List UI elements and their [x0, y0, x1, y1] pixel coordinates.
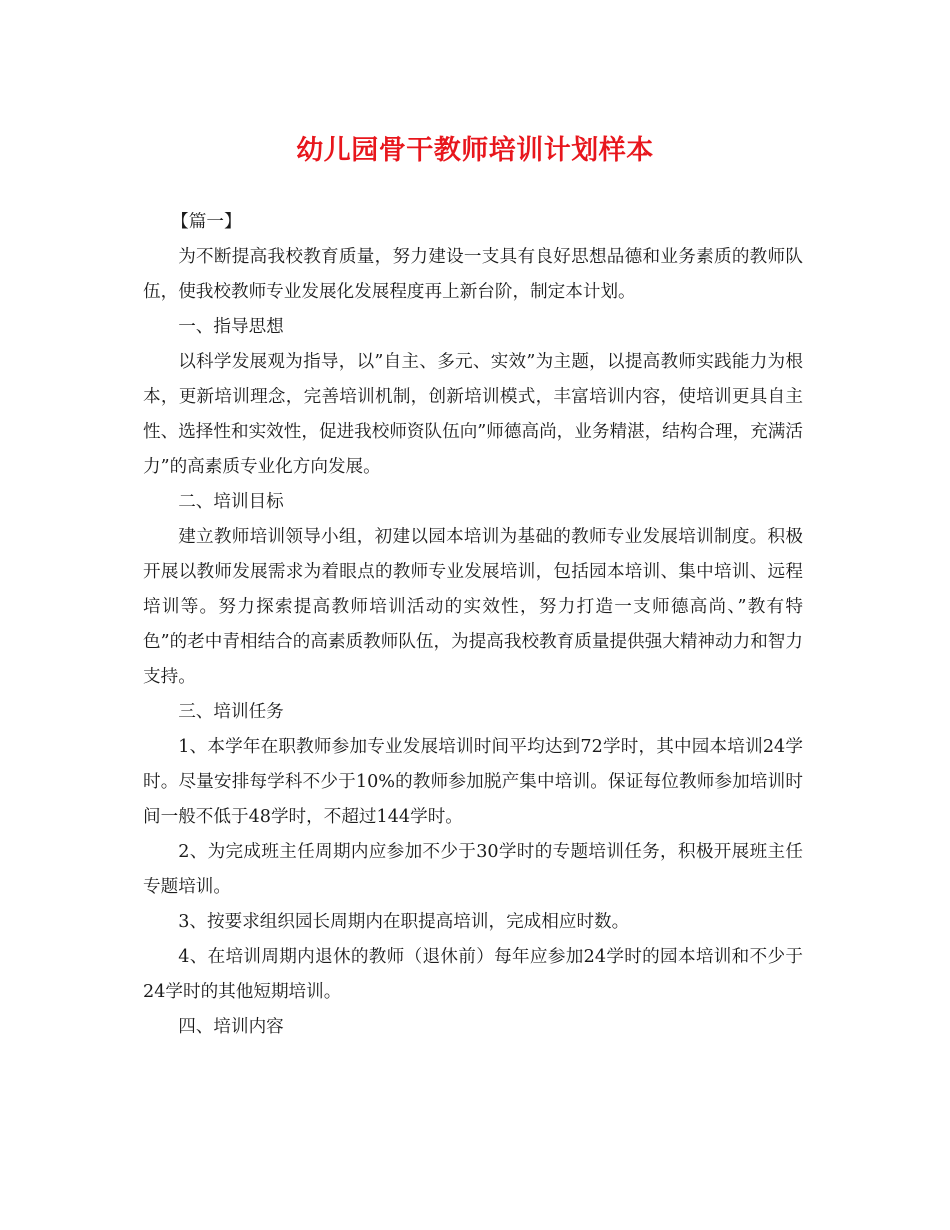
section-heading: 【篇一】: [171, 212, 242, 232]
paragraph: 建立教师培训领导小组，初建以园本培训为基础的教师专业发展培训制度。积极开展以教师发展需求为着眼点的教师专业发展培训，包括园本培训、集中培训、远程培训等。努力探索提高教师培训活动的实效性，努力打造一支师德高尚、”教有特色”的老中青相结合的高素质教师队伍，为提高我校教育质量提供强大精神动力和智力支持。: [143, 527, 803, 687]
section-heading: 一、指导思想: [178, 317, 284, 337]
document-title: 幼儿园骨干教师培训计划样本: [296, 135, 654, 166]
paragraph: 1、本学年在职教师参加专业发展培训时间平均达到72学时，其中园本培训24学时。尽量安排每学科不少于10%的教师参加脱产集中培训。保证每位教师参加培训时间一般不低于48学时，不超过144学时。: [143, 737, 803, 827]
section-heading: 二、培训目标: [178, 492, 284, 512]
paragraph: 2、为完成班主任周期内应参加不少于30学时的专题培训任务，积极开展班主任专题培训。: [143, 842, 803, 897]
paragraph: 3、按要求组织园长周期内在职提高培训，完成相应时数。: [178, 912, 630, 932]
paragraph: 为不断提高我校教育质量，努力建设一支具有良好思想品德和业务素质的教师队伍，使我校教师专业发展化发展程度再上新台阶，制定本计划。: [143, 247, 803, 302]
section-heading: 三、培训任务: [178, 702, 284, 722]
section-heading: 四、培训内容: [178, 1017, 284, 1037]
paragraph: 4、在培训周期内退休的教师（退休前）每年应参加24学时的园本培训和不少于24学时的其他短期培训。: [143, 947, 803, 1002]
document-body: [143, 205, 803, 1045]
paragraph: 以科学发展观为指导，以”自主、多元、实效”为主题，以提高教师实践能力为根本，更新培训理念，完善培训机制，创新培训模式，丰富培训内容，使培训更具自主性、选择性和实效性，促进我校师资队伍向”师德高尚，业务精湛，结构合理，充满活力”的高素质专业化方向发展。: [143, 352, 803, 477]
